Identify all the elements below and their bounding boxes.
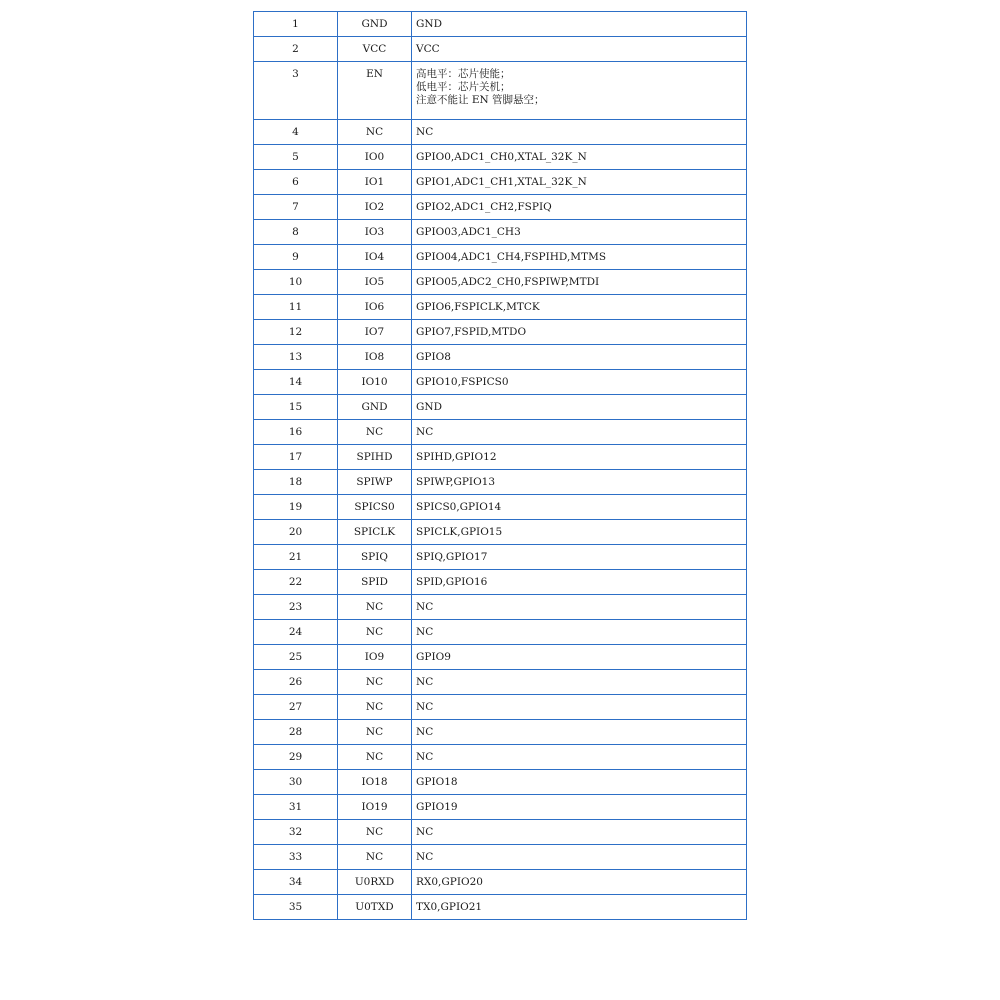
table-row: [254, 370, 747, 395]
pin-number-cell: 13: [254, 345, 338, 370]
pin-number-cell: 29: [254, 745, 338, 770]
pin-number-cell: 25: [254, 645, 338, 670]
pin-function-cell: GPIO05,ADC2_CH0,FSPIWP,MTDI: [412, 270, 747, 295]
pin-function-cell: GPIO2,ADC1_CH2,FSPIQ: [412, 195, 747, 220]
pin-function-cell: NC: [412, 695, 747, 720]
pin-function-cell: NC: [412, 820, 747, 845]
table-row: [254, 570, 747, 595]
table-row: [254, 245, 747, 270]
pin-name-cell: IO19: [338, 795, 412, 820]
pin-function-cell: GPIO9: [412, 645, 747, 670]
pin-number-cell: 9: [254, 245, 338, 270]
pin-function-cell: GND: [412, 12, 747, 37]
pin-name-cell: IO18: [338, 770, 412, 795]
table-row: [254, 62, 747, 120]
table-row: [254, 195, 747, 220]
pin-function-cell: NC: [412, 120, 747, 145]
pin-function-cell: NC: [412, 595, 747, 620]
table-row: [254, 645, 747, 670]
table-row: [254, 845, 747, 870]
pin-name-cell: IO3: [338, 220, 412, 245]
pin-number-cell: 17: [254, 445, 338, 470]
table-row: [254, 470, 747, 495]
pin-number-cell: 34: [254, 870, 338, 895]
pin-function-cell: GPIO8: [412, 345, 747, 370]
pin-number-cell: 26: [254, 670, 338, 695]
pin-function-cell: 高电平：芯片使能； 低电平：芯片关机； 注意不能让 EN 管脚悬空；: [412, 62, 747, 120]
table-row: [254, 120, 747, 145]
pin-function-cell: NC: [412, 670, 747, 695]
table-row: [254, 445, 747, 470]
pin-table-body: [254, 12, 747, 920]
pin-name-cell: IO2: [338, 195, 412, 220]
pin-number-cell: 32: [254, 820, 338, 845]
pin-name-cell: NC: [338, 620, 412, 645]
pin-function-cell: TX0,GPIO21: [412, 895, 747, 920]
pin-number-cell: 12: [254, 320, 338, 345]
pin-number-cell: 35: [254, 895, 338, 920]
pin-number-cell: 5: [254, 145, 338, 170]
pin-number-cell: 8: [254, 220, 338, 245]
pin-number-cell: 16: [254, 420, 338, 445]
pin-name-cell: NC: [338, 745, 412, 770]
pin-number-cell: 30: [254, 770, 338, 795]
pin-name-cell: IO10: [338, 370, 412, 395]
table-row: [254, 595, 747, 620]
pin-name-cell: IO6: [338, 295, 412, 320]
pin-name-cell: NC: [338, 720, 412, 745]
table-row: [254, 320, 747, 345]
pin-function-cell: SPICS0,GPIO14: [412, 495, 747, 520]
pin-name-cell: SPIWP: [338, 470, 412, 495]
table-row: [254, 495, 747, 520]
pin-name-cell: SPIQ: [338, 545, 412, 570]
pin-number-cell: 22: [254, 570, 338, 595]
pin-number-cell: 15: [254, 395, 338, 420]
pin-name-cell: IO0: [338, 145, 412, 170]
pin-name-cell: U0TXD: [338, 895, 412, 920]
pin-number-cell: 4: [254, 120, 338, 145]
pin-name-cell: NC: [338, 695, 412, 720]
table-row: [254, 520, 747, 545]
pin-function-cell: SPIQ,GPIO17: [412, 545, 747, 570]
pin-name-cell: U0RXD: [338, 870, 412, 895]
pin-name-cell: IO5: [338, 270, 412, 295]
pin-number-cell: 21: [254, 545, 338, 570]
pin-name-cell: SPICS0: [338, 495, 412, 520]
table-row: [254, 720, 747, 745]
pin-number-cell: 2: [254, 37, 338, 62]
table-row: [254, 395, 747, 420]
pin-name-cell: NC: [338, 420, 412, 445]
pin-number-cell: 6: [254, 170, 338, 195]
pin-number-cell: 10: [254, 270, 338, 295]
pin-function-cell: GPIO1,ADC1_CH1,XTAL_32K_N: [412, 170, 747, 195]
table-row: [254, 37, 747, 62]
pin-number-cell: 27: [254, 695, 338, 720]
table-row: [254, 295, 747, 320]
pin-function-cell: NC: [412, 720, 747, 745]
pin-number-cell: 31: [254, 795, 338, 820]
pin-name-cell: IO9: [338, 645, 412, 670]
pin-function-cell: GPIO6,FSPICLK,MTCK: [412, 295, 747, 320]
pin-name-cell: NC: [338, 120, 412, 145]
table-row: [254, 170, 747, 195]
pin-function-cell: GPIO18: [412, 770, 747, 795]
pin-name-cell: NC: [338, 845, 412, 870]
table-row: [254, 870, 747, 895]
pin-name-cell: NC: [338, 670, 412, 695]
pin-name-cell: GND: [338, 12, 412, 37]
table-row: [254, 420, 747, 445]
table-row: [254, 770, 747, 795]
pin-function-cell: GPIO04,ADC1_CH4,FSPIHD,MTMS: [412, 245, 747, 270]
table-row: [254, 545, 747, 570]
pin-function-cell: GPIO7,FSPID,MTDO: [412, 320, 747, 345]
table-row: [254, 145, 747, 170]
table-row: [254, 12, 747, 37]
pin-number-cell: 24: [254, 620, 338, 645]
pin-function-cell: NC: [412, 845, 747, 870]
pin-name-cell: NC: [338, 820, 412, 845]
pin-number-cell: 33: [254, 845, 338, 870]
table-row: [254, 745, 747, 770]
pin-number-cell: 7: [254, 195, 338, 220]
pin-name-cell: SPIHD: [338, 445, 412, 470]
table-row: [254, 795, 747, 820]
pin-function-cell: GPIO10,FSPICS0: [412, 370, 747, 395]
pin-number-cell: 23: [254, 595, 338, 620]
table-row: [254, 820, 747, 845]
pin-function-cell: GPIO03,ADC1_CH3: [412, 220, 747, 245]
pin-function-cell: NC: [412, 420, 747, 445]
pin-number-cell: 11: [254, 295, 338, 320]
pin-name-cell: VCC: [338, 37, 412, 62]
pin-number-cell: 18: [254, 470, 338, 495]
pin-number-cell: 28: [254, 720, 338, 745]
pin-function-cell: SPIWP,GPIO13: [412, 470, 747, 495]
pin-number-cell: 19: [254, 495, 338, 520]
pin-number-cell: 14: [254, 370, 338, 395]
pin-function-cell: RX0,GPIO20: [412, 870, 747, 895]
pin-name-cell: NC: [338, 595, 412, 620]
pin-number-cell: 3: [254, 62, 338, 120]
table-row: [254, 620, 747, 645]
table-row: [254, 270, 747, 295]
pin-function-cell: SPID,GPIO16: [412, 570, 747, 595]
pin-name-cell: SPID: [338, 570, 412, 595]
pin-function-cell: SPICLK,GPIO15: [412, 520, 747, 545]
pin-name-cell: IO8: [338, 345, 412, 370]
pin-name-cell: SPICLK: [338, 520, 412, 545]
pin-function-cell: GPIO0,ADC1_CH0,XTAL_32K_N: [412, 145, 747, 170]
pin-function-cell: NC: [412, 620, 747, 645]
pin-definition-table: [253, 11, 747, 920]
pin-function-cell: GPIO19: [412, 795, 747, 820]
pin-name-cell: GND: [338, 395, 412, 420]
pin-function-cell: NC: [412, 745, 747, 770]
pin-name-cell: IO4: [338, 245, 412, 270]
table-row: [254, 220, 747, 245]
pin-number-cell: 1: [254, 12, 338, 37]
table-row: [254, 695, 747, 720]
pin-name-cell: EN: [338, 62, 412, 120]
table-row: [254, 895, 747, 920]
table-row: [254, 670, 747, 695]
pin-function-cell: VCC: [412, 37, 747, 62]
table-row: [254, 345, 747, 370]
pin-name-cell: IO7: [338, 320, 412, 345]
pin-function-cell: SPIHD,GPIO12: [412, 445, 747, 470]
pin-name-cell: IO1: [338, 170, 412, 195]
pin-number-cell: 20: [254, 520, 338, 545]
pin-function-cell: GND: [412, 395, 747, 420]
